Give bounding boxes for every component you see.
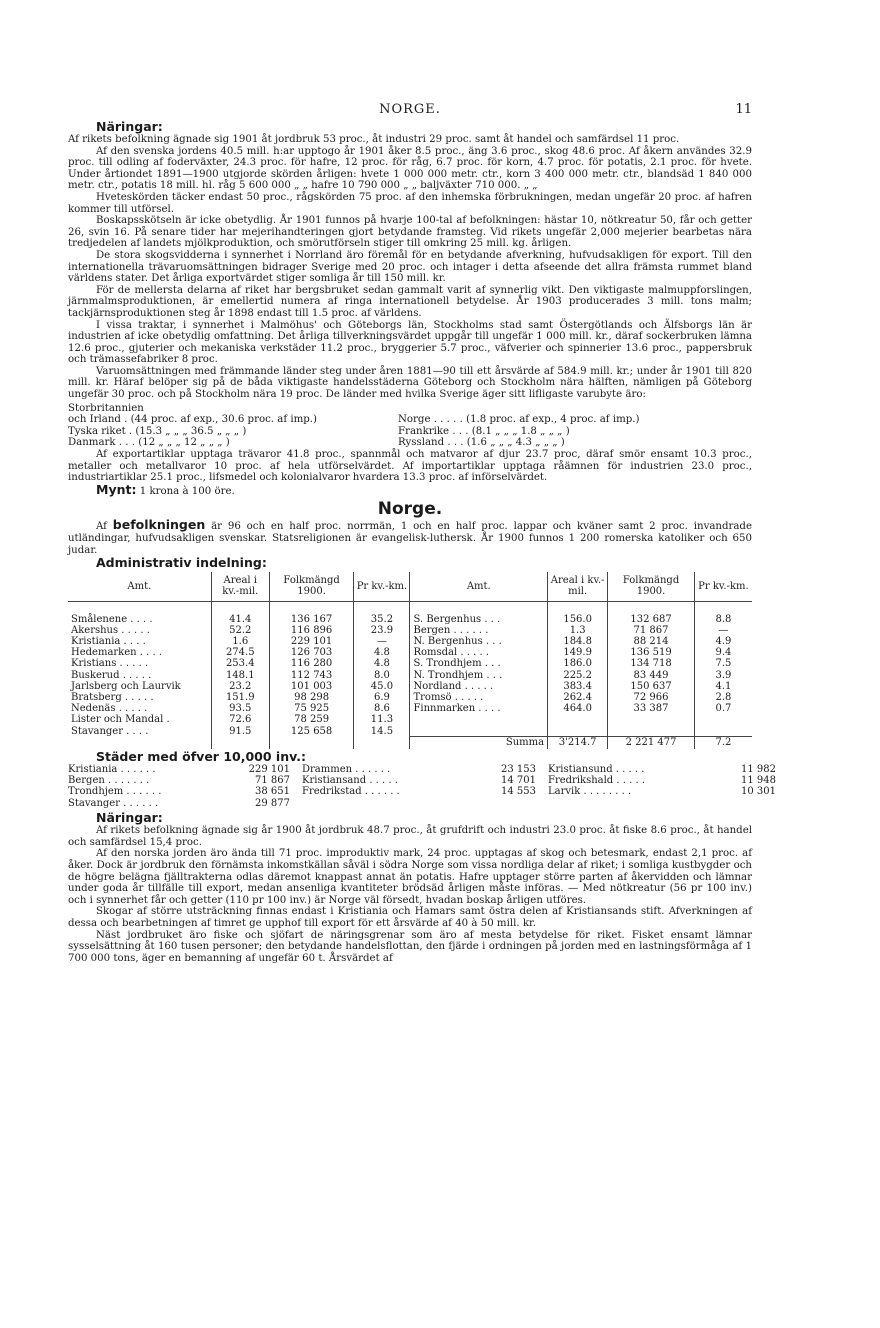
table-cell: Nedenäs . . . . .: [68, 703, 211, 714]
table-cell: 116 896: [269, 625, 354, 636]
table-cell: 3'214.7: [548, 737, 608, 749]
table-cell: Bratsberg . . . . .: [68, 692, 211, 703]
population-text: är 96 och en half proc. norrmän, 1 och en half proc. lappar och kväner samt 2 proc. invandrade utländingar, hufvudsakligen svenskar. Statsreligionen är evangelisk-luthersk. År 1900 funnos 1 200 romerska katoliker och 650 judar.: [68, 521, 752, 556]
table-cell: 136 519: [608, 647, 695, 658]
table-row: [68, 658, 752, 669]
table-cell: —: [718, 624, 729, 636]
table-cell: 2.8: [715, 692, 732, 704]
table-cell: 11.3: [354, 714, 410, 725]
towns-row: [68, 786, 776, 798]
table-cell: [354, 737, 410, 749]
town-name: Larvik . . . . . . . .: [548, 786, 632, 798]
town-name: Fredrikstad . . . . . .: [302, 786, 400, 798]
table-cell: 7.5: [715, 658, 732, 670]
town-name: Stavanger . . . . . .: [68, 797, 159, 809]
table-cell: S. Trondhjem . . .: [410, 658, 548, 669]
town-entry: [548, 798, 776, 809]
table-cell: Kristiania . . . .: [68, 636, 211, 647]
town-population: 11 982: [741, 763, 776, 775]
table-cell: 4.8: [354, 658, 410, 669]
table-cell: Stavanger . . . .: [68, 726, 211, 737]
admin-table-header: [68, 572, 752, 601]
town-entry: [68, 798, 302, 809]
table-cell: 116 280: [269, 658, 354, 669]
towns-row: [68, 774, 776, 786]
mynt-label: Mynt:: [96, 481, 137, 497]
table-cell: 23.9: [354, 625, 410, 636]
town-population: 229 101: [248, 763, 290, 775]
population-paragraph: [68, 519, 752, 556]
table-cell: 4.8: [354, 647, 410, 658]
table-cell: 8.8: [715, 613, 732, 625]
table-cell: Hedemarken . . . .: [68, 647, 211, 658]
trade-cell: Norge . . . . . (1.8 proc. af exp., 4 proc. af imp.): [398, 414, 640, 426]
town-population: 14 701: [501, 774, 536, 786]
table-cell: [608, 726, 695, 737]
running-title: NORGE.: [379, 102, 441, 117]
admin-table: [68, 572, 752, 748]
table-cell: 156.0: [548, 601, 608, 625]
table-cell: 83 449: [608, 670, 695, 681]
table-cell: [694, 726, 752, 737]
table-row: [68, 692, 752, 703]
town-entry: [68, 775, 302, 786]
sweden-paragraph: Af den svenska jordens 40.5 mill. h:ar upptogo år 1901 åker 8.5 proc., äng 3.6 proc., skog 48.6 proc. Af åkern användes 32.9 proc. till odling af foderväxter, 24.3 proc. för hafre, 12 proc. för råg, 6.7 proc. för korn, 4.7 proc. för potatis, 2.1 proc. för hvete. Under årtiondet 1891—1900 utgjorde skörden årligen: hvete 1 000 000 metr. ctr., korn 3 400 000 metr. ctr., blandsäd 1 840 000 metr. ctr., potatis 18 mill. hl. råg 5 600 000 „ „ hafre 10 790 000 „ „ baljväxter 710 000. „ „: [68, 145, 752, 192]
table-cell: 1.6: [211, 636, 269, 647]
trade-row: [68, 403, 752, 415]
table-cell: Akershus . . . . .: [68, 625, 211, 636]
col-header: Areal i kv.-mil.: [548, 572, 608, 601]
trade-row: [68, 437, 752, 449]
sweden-naringar-heading: Näringar:: [96, 119, 163, 134]
table-cell: 72 966: [608, 692, 695, 703]
table-cell: 101 003: [269, 681, 354, 692]
town-entry: [548, 764, 776, 775]
population-intro: Af: [96, 521, 107, 533]
table-cell: [548, 726, 608, 737]
table-cell: Jarlsberg och Laurvik: [68, 681, 211, 692]
trade-partners: [68, 403, 752, 449]
table-cell: 35.2: [354, 601, 410, 625]
table-cell: 126 703: [269, 647, 354, 658]
town-name: Drammen . . . . . .: [302, 763, 391, 775]
town-population: 11 948: [741, 774, 776, 786]
table-cell: 2 221 477: [608, 737, 695, 749]
town-population: 38 651: [255, 786, 290, 798]
trade-cell: och Irland . (44 proc. af exp., 30.6 proc. af imp.): [68, 414, 318, 426]
table-cell: 9.4: [715, 647, 732, 659]
table-cell: 88 214: [608, 636, 695, 647]
norway-paragraph: Af den norska jorden äro ända till 71 proc. improduktiv mark, 24 proc. upptagas af skog och betesmark, endast 2,1 proc. af åker. Dock är jordbruk den förnämsta inkomstkällan såväl i södra Norge som vissa nordliga delar af riket; i somliga kustbygder och de högre belägna fjälltrakterna odlas däremot knappast annat än potatis. Hafre upptager större parten af åkervidden och lämnar under goda år tillfälle till export, medan ansenliga kvantiteter brödsäd årligen måste införas. — Med nötkreatur (56 pr 100 inv.) och i synnerhet får och getter (110 pr 100 inv.) är Norge väl försedt, hvadan boskap årligen utföres.: [68, 848, 752, 906]
table-cell: 4.9: [715, 636, 732, 647]
table-cell: 132 687: [608, 601, 695, 625]
table-row: [68, 647, 752, 658]
town-entry: [548, 786, 776, 797]
trade-cell: Ryssland . . . (1.6 „ „ „ 4.3 „ „ „ ): [398, 437, 565, 449]
table-cell: 112 743: [269, 670, 354, 681]
table-cell: 148.1: [211, 670, 269, 681]
trade-cell: Tyska riket . (15.3 „ „ „ 36.5 „ „ „ ): [68, 425, 247, 437]
table-cell: 151.9: [211, 692, 269, 703]
table-cell: 72.6: [211, 714, 269, 725]
table-cell: Finnmarken . . . .: [410, 703, 548, 714]
towns-heading: Städer med öfver 10,000 inv.:: [96, 748, 306, 764]
mynt-text: 1 krona à 100 öre.: [139, 485, 235, 497]
running-header: [68, 100, 752, 120]
town-name: Kristiansand . . . . .: [302, 774, 398, 786]
mynt-line: [68, 481, 752, 498]
table-cell: [410, 714, 548, 725]
table-sum-row: [68, 737, 752, 749]
table-cell: 125 658: [269, 726, 354, 737]
table-cell: Smålenene . . . .: [68, 601, 211, 625]
table-cell: 78 259: [269, 714, 354, 725]
admin-heading: Administrativ indelning:: [96, 555, 267, 571]
towns-row: [68, 798, 752, 809]
town-population: [472, 798, 536, 809]
table-row: [68, 670, 752, 681]
town-population: 14 553: [501, 786, 536, 798]
trade-row: [68, 426, 752, 438]
table-cell: Lister och Mandal .: [68, 714, 211, 725]
norway-paragraph: Skogar af större utsträckning finnas endast i Kristiania och Hamars samt östra delen af Kristiansands stift. Afverkningen af dessa och bearbetningen af timret ge upphof till export för ett årsvärde af 40 à 50 mill. kr.: [68, 906, 752, 929]
table-row: [68, 726, 752, 737]
town-entry: [548, 775, 776, 786]
trade-cell: Danmark . . . (12 „ „ „ 12 „ „ „ ): [68, 437, 230, 449]
trade-cell: Storbritannien: [68, 402, 144, 414]
table-row: [68, 625, 752, 636]
sweden-paragraph: Boskapsskötseln är icke obetydlig. År 1901 funnos på hvarje 100-tal af befolkningen: hästar 10, nötkreatur 50, får och getter 26, svin 16. På senare tider har mejerihandteringen gjort betydande framsteg. Vid rikets ungefär 2,000 mejerier bearbetas nära tredjedelen af landets mjölkproduktion, och smörutförseln stiger till omkring 25 mill. kg. årligen.: [68, 215, 752, 250]
table-cell: 98 298: [269, 692, 354, 703]
population-bold: befolkningen: [112, 517, 206, 533]
table-cell: Kristians . . . . .: [68, 658, 211, 669]
norway-naringar-heading: Näringar:: [96, 810, 163, 826]
table-cell: 6.9: [354, 692, 410, 703]
table-cell: [608, 714, 695, 725]
page-number: 11: [735, 102, 752, 117]
town-name: Kristiania . . . . . .: [68, 763, 156, 775]
table-cell: S. Bergenhus . . .: [410, 601, 548, 625]
town-population: 23 153: [501, 763, 536, 775]
table-cell: [211, 737, 269, 749]
trade-cell: Frankrike . . . (8.1 „ „ „ 1.8 „ „ „ ): [398, 425, 570, 437]
table-row: [68, 703, 752, 714]
table-cell: 134 718: [608, 658, 695, 669]
town-name: Trondhjem . . . . . .: [68, 786, 162, 798]
table-cell: 45.0: [354, 681, 410, 692]
table-row: [68, 714, 752, 725]
town-population: 71 867: [255, 774, 290, 786]
table-cell: 253.4: [211, 658, 269, 669]
table-cell: 136 167: [269, 601, 354, 625]
town-name: Fredrikshald . . . . .: [548, 774, 645, 786]
table-cell: 75 925: [269, 703, 354, 714]
table-cell: 1.3: [548, 625, 608, 636]
town-entry: [302, 786, 548, 797]
table-cell: 149.9: [548, 647, 608, 658]
table-row: [68, 681, 752, 692]
trade-row: [68, 414, 752, 426]
table-cell: 184.8: [548, 636, 608, 647]
col-header: Folkmängd 1900.: [608, 572, 695, 601]
town-entry: [302, 764, 548, 775]
table-cell: 41.4: [211, 601, 269, 625]
table-cell: Bergen . . . . . .: [410, 625, 548, 636]
table-cell: 225.2: [548, 670, 608, 681]
sweden-paragraph: Af rikets befolkning ägnade sig 1901 åt jordbruk 53 proc., åt industri 29 proc. samt åt handel och samfärdsel 11 proc.: [68, 134, 680, 145]
table-cell: N. Bergenhus . . .: [410, 636, 548, 647]
table-cell: 33 387: [608, 703, 695, 714]
table-cell: 0.7: [715, 703, 732, 715]
sweden-paragraph: I vissa traktar, i synnerhet i Malmöhus' och Göteborgs län, Stockholms stad samt Östergötlands och Älfsborgs län är industrien af icke obetydlig omfattning. Det årliga tillverkningsvärdet uppgår till ungefär 1 000 mill. kr., däraf sockerbruken lämna 12.6 proc., gjuterier och mekaniska verkstäder 11.2 proc., bryggerier 5.7 proc., väfverier och spinnerier 13.6 proc., pappersbruk och trämassefabriker 8 proc.: [68, 319, 752, 366]
table-cell: 186.0: [548, 658, 608, 669]
table-cell: 14.5: [354, 726, 410, 737]
col-header: Areal i kv.-mil.: [211, 572, 269, 601]
table-cell: [548, 714, 608, 725]
table-cell: —: [354, 636, 410, 647]
sweden-paragraph: De stora skogsvidderna i synnerhet i Norrland äro föremål för en betydande afverkning, hufvudsakligen för export. Till den internationella trävaruomsättningen bidrager Sverige med 20 proc. och intager i detta afseende det allra främsta rummet bland världens stater. Det årliga exportvärdet stiger somliga år till 150 mill. kr.: [68, 249, 752, 285]
table-cell: N. Trondhjem . . .: [410, 670, 548, 681]
admin-table-body: [68, 601, 752, 748]
towns-row: [68, 763, 776, 775]
towns-list: [68, 763, 776, 810]
town-name: [302, 798, 472, 809]
sweden-paragraph: Varuomsättningen med främmande länder steg under åren 1881—90 till ett årsvärde af 584.9 mill. kr.; under år 1901 till 820 mill. kr. Häraf belöper sig på de båda viktigaste handelsstäderna Göteborg och Stockholm nära hälften, nämligen på Göteborg ungefär 30 proc. och på Stockholm nära 19 proc. De länder med hvilka Sverige äger sitt lifligaste varubyte äro:: [68, 365, 752, 401]
table-cell: 383.4: [548, 681, 608, 692]
table-cell: [694, 714, 752, 725]
town-entry: [302, 798, 548, 809]
table-cell: Tromsö . . . . .: [410, 692, 548, 703]
table-cell: 91.5: [211, 726, 269, 737]
export-paragraph: Af exportartiklar upptaga trävaror 41.8 proc., spannmål och matvaror af djur 23.7 proc, däraf smör ensamt 10.3 proc., metaller och metallvaror 10 proc. af hela utförselvärdet. Af importartiklar upptaga råämnen för industrien 23.0 proc., industriartiklar 25.1 proc., lifsmedel och kolonialvaror hvardera 13.3 proc. af införselvärdet.: [68, 449, 752, 484]
col-header: Pr kv.-km.: [694, 572, 752, 601]
table-cell: Summa: [410, 737, 548, 749]
table-cell: 8.6: [354, 703, 410, 714]
col-header: Amt.: [68, 572, 211, 601]
table-cell: 3.9: [715, 669, 732, 681]
table-cell: 4.1: [715, 680, 732, 692]
col-header: Folkmängd 1900.: [269, 572, 354, 601]
table-cell: 150 637: [608, 681, 695, 692]
table-cell: 23.2: [211, 681, 269, 692]
norway-paragraph: Näst jordbruket äro fiske och sjöfart de näringsgrenar som äro af mesta betydelse för riket. Fisket ensamt lämnar sysselsättning åt 160 tusen personer; den betydande handelsflottan, den fjärde i ordningen på jorden med en lastningsförmåga af 1 700 000 tons, äger en bemanning af ungefär 60 t. Årsvärdet af: [68, 929, 752, 964]
table-cell: [269, 737, 354, 749]
norway-paragraph: Af rikets befolkning ägnade sig år 1900 åt jordbruk 48.7 proc., åt grufdrift och industri 23.0 proc. åt fiske 8.6 proc., åt handel och samfärdsel 15,4 proc.: [68, 825, 752, 848]
sweden-paragraph: För de mellersta delarna af riket har bergsbruket sedan gammalt varit af synnerlig vikt. Den viktigaste malmuppforslingen, järnmalmsproduktionen, är emellertid numera af ringa internationell betydelse. År 1903 producerades 3 mill. tons malm; tackjärnsproduktionen steg år 1898 endast till 1.5 proc. af världens.: [68, 284, 752, 319]
table-cell: 93.5: [211, 703, 269, 714]
table-cell: 274.5: [211, 647, 269, 658]
table-cell: 52.2: [211, 625, 269, 636]
town-population: [718, 798, 776, 809]
town-entry: [68, 764, 302, 775]
town-population: 10 301: [741, 786, 776, 798]
norway-heading: Norge.: [377, 499, 443, 520]
table-cell: 7.2: [694, 737, 752, 749]
col-header: Amt.: [410, 572, 548, 601]
town-name: Kristiansund . . . . .: [548, 763, 645, 775]
table-cell: Nordland . . . . .: [410, 681, 548, 692]
col-header: Pr kv.-km.: [354, 572, 410, 601]
table-cell: Romsdal . . . . .: [410, 647, 548, 658]
table-cell: 71 867: [608, 625, 695, 636]
town-entry: [68, 786, 302, 797]
table-cell: Buskerud . . . . .: [68, 670, 211, 681]
town-entry: [302, 775, 548, 786]
table-cell: 8.0: [354, 670, 410, 681]
document-page: [68, 100, 776, 964]
town-population: 29 877: [255, 797, 290, 809]
table-row: [68, 636, 752, 647]
table-cell: [410, 726, 548, 737]
sweden-paragraph: Hveteskörden täcker endast 50 proc., rågskörden 75 proc. af den inhemska förbrukningen, medan ungefär 20 proc. af hafren kommer till utförsel.: [68, 191, 752, 215]
table-cell: [68, 737, 211, 749]
table-cell: 262.4: [548, 692, 608, 703]
town-name: Bergen . . . . . . .: [68, 774, 150, 786]
table-cell: 464.0: [548, 703, 608, 714]
table-row: [68, 601, 752, 625]
town-name: [548, 798, 718, 809]
table-cell: 229 101: [269, 636, 354, 647]
